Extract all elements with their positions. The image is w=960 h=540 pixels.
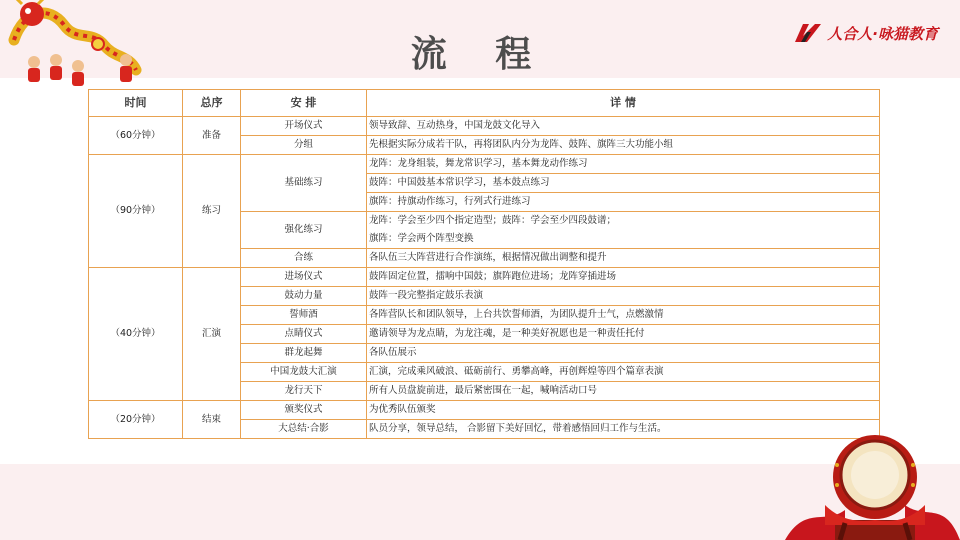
item-cell: 强化练习	[241, 212, 367, 249]
detail-cell: 邀请领导为龙点睛，为龙注魂，是一种美好祝愿也是一种责任托付	[367, 325, 880, 344]
detail-cell: 旗阵：学会两个阵型变换	[367, 230, 880, 249]
detail-cell: 旗阵：持旗动作练习，行列式行进练习	[367, 193, 880, 212]
detail-cell: 各队伍展示	[367, 344, 880, 363]
time-cell: （20分钟）	[89, 401, 183, 439]
detail-cell: 队员分享，领导总结， 合影留下美好回忆，带着感悟回归工作与生活。	[367, 420, 880, 439]
detail-cell: 汇演，完成乘风破浪、砥砺前行、勇攀高峰，再创辉煌等四个篇章表演	[367, 363, 880, 382]
item-cell: 誓师酒	[241, 306, 367, 325]
item-cell: 龙行天下	[241, 382, 367, 401]
detail-cell: 龙阵：龙身组装，舞龙常识学习，基本舞龙动作练习	[367, 155, 880, 174]
time-cell: （40分钟）	[89, 268, 183, 401]
company-logo	[793, 22, 938, 44]
logo-text: 人合人·咏猫教育	[827, 24, 938, 43]
festive-drum-illustration-icon	[785, 425, 960, 540]
table-row	[89, 401, 880, 420]
time-cell: （60分钟）	[89, 117, 183, 155]
phase-cell: 准备	[183, 117, 241, 155]
time-cell: （90分钟）	[89, 155, 183, 268]
item-cell: 鼓动力量	[241, 287, 367, 306]
phase-cell: 练习	[183, 155, 241, 268]
item-cell: 分组	[241, 136, 367, 155]
phase-cell: 汇演	[183, 268, 241, 401]
item-cell: 开场仪式	[241, 117, 367, 136]
logo-mark-icon	[793, 22, 823, 44]
detail-cell: 鼓阵一段完整指定鼓乐表演	[367, 287, 880, 306]
detail-cell: 各阵营队长和团队领导，上台共饮誓师酒，为团队提升士气，点燃激情	[367, 306, 880, 325]
detail-cell: 鼓阵：中国鼓基本常识学习，基本鼓点练习	[367, 174, 880, 193]
schedule-table	[88, 89, 880, 439]
detail-cell: 先根据实际分成若干队，再将团队内分为龙阵、鼓阵、旗阵三大功能小组	[367, 136, 880, 155]
item-cell: 群龙起舞	[241, 344, 367, 363]
table-header-row	[89, 90, 880, 117]
header-arrangement: 安 排	[241, 90, 367, 117]
table-row	[89, 117, 880, 136]
detail-cell: 所有人员盘旋前进，最后紧密围在一起，喊响活动口号	[367, 382, 880, 401]
table-row	[89, 155, 880, 174]
detail-cell: 领导致辞、互动热身，中国龙鼓文化导入	[367, 117, 880, 136]
phase-cell: 结束	[183, 401, 241, 439]
table-row	[89, 268, 880, 287]
item-cell: 进场仪式	[241, 268, 367, 287]
item-cell: 合练	[241, 249, 367, 268]
item-cell: 大总结·合影	[241, 420, 367, 439]
item-cell: 中国龙鼓大汇演	[241, 363, 367, 382]
item-cell: 点睛仪式	[241, 325, 367, 344]
detail-cell: 各队伍三大阵营进行合作演练，根据情况做出调整和提升	[367, 249, 880, 268]
detail-cell: 为优秀队伍颁奖	[367, 401, 880, 420]
detail-cell: 龙阵：学会至少四个指定造型；鼓阵：学会至少四段鼓谱；	[367, 212, 880, 231]
item-cell: 基础练习	[241, 155, 367, 212]
detail-cell: 鼓阵固定位置，擂响中国鼓；旗阵跑位进场；龙阵穿插进场	[367, 268, 880, 287]
header-time: 时间	[89, 90, 183, 117]
header-details: 详 情	[367, 90, 880, 117]
item-cell: 颁奖仪式	[241, 401, 367, 420]
page-title: 流 程	[410, 34, 550, 75]
header-phase: 总序	[183, 90, 241, 117]
